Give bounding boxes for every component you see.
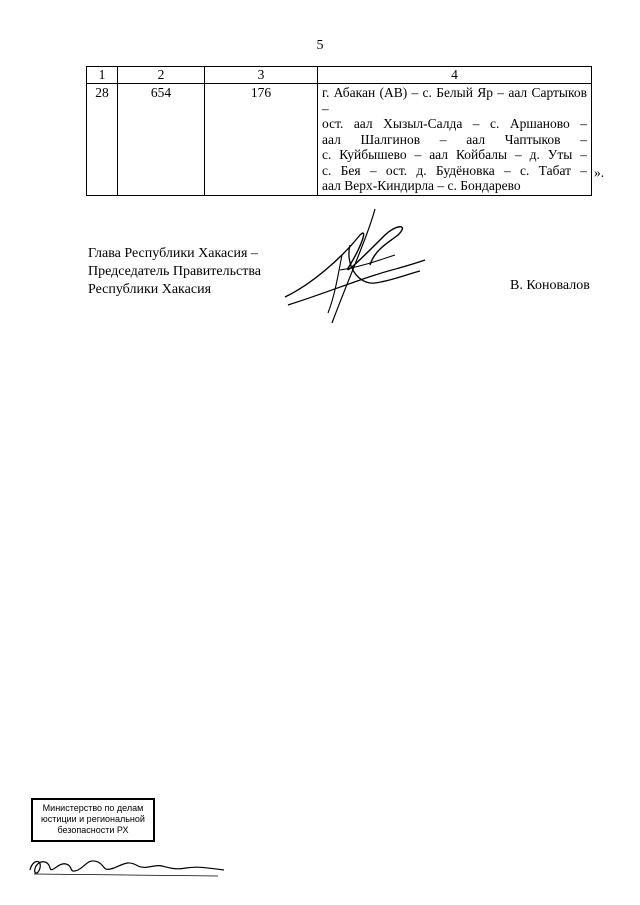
route-number-cell: 28 — [87, 84, 118, 196]
route-line: с. Бея – ост. д. Будёновка – с. Табат – — [322, 162, 587, 178]
route-length-cell: 176 — [205, 84, 318, 196]
ministry-stamp — [31, 798, 155, 842]
handwritten-initials — [28, 850, 228, 880]
table-header-row — [87, 67, 592, 84]
route-description-cell — [318, 84, 592, 196]
signatory-title-line: Председатель Правительства — [88, 264, 261, 279]
route-table — [86, 66, 592, 196]
stamp-line: юстиции и региональной — [41, 814, 145, 824]
stamp-line: Министерство по делам — [42, 803, 144, 813]
route-line: аал Шалгинов – аал Чаптыков – — [322, 131, 587, 147]
table-header-cell: 4 — [318, 67, 592, 84]
table-header-cell: 3 — [205, 67, 318, 84]
stamp-line: безопасности РХ — [57, 825, 129, 835]
route-line: ост. аал Хызыл-Салда – с. Аршаново – — [322, 116, 587, 131]
route-line: с. Куйбышево – аал Койбалы – д. Уты – — [322, 147, 587, 162]
table-row — [87, 84, 592, 196]
route-line: аал Верх-Киндирла – с. Бондарево — [322, 178, 521, 193]
table-header-cell: 2 — [118, 67, 205, 84]
signatory-title-line: Глава Республики Хакасия – — [88, 246, 258, 261]
route-code-cell: 654 — [118, 84, 205, 196]
signer-name: В. Коновалов — [510, 278, 590, 293]
table-header-cell: 1 — [87, 67, 118, 84]
handwritten-signature — [280, 205, 430, 335]
signatory-title — [88, 245, 261, 299]
page-number: 5 — [316, 38, 324, 53]
route-line: г. Абакан (АВ) – с. Белый Яр – аал Сартыков – — [322, 85, 587, 116]
closing-quote: ». — [594, 165, 605, 180]
signatory-title-line: Республики Хакасия — [88, 282, 212, 297]
